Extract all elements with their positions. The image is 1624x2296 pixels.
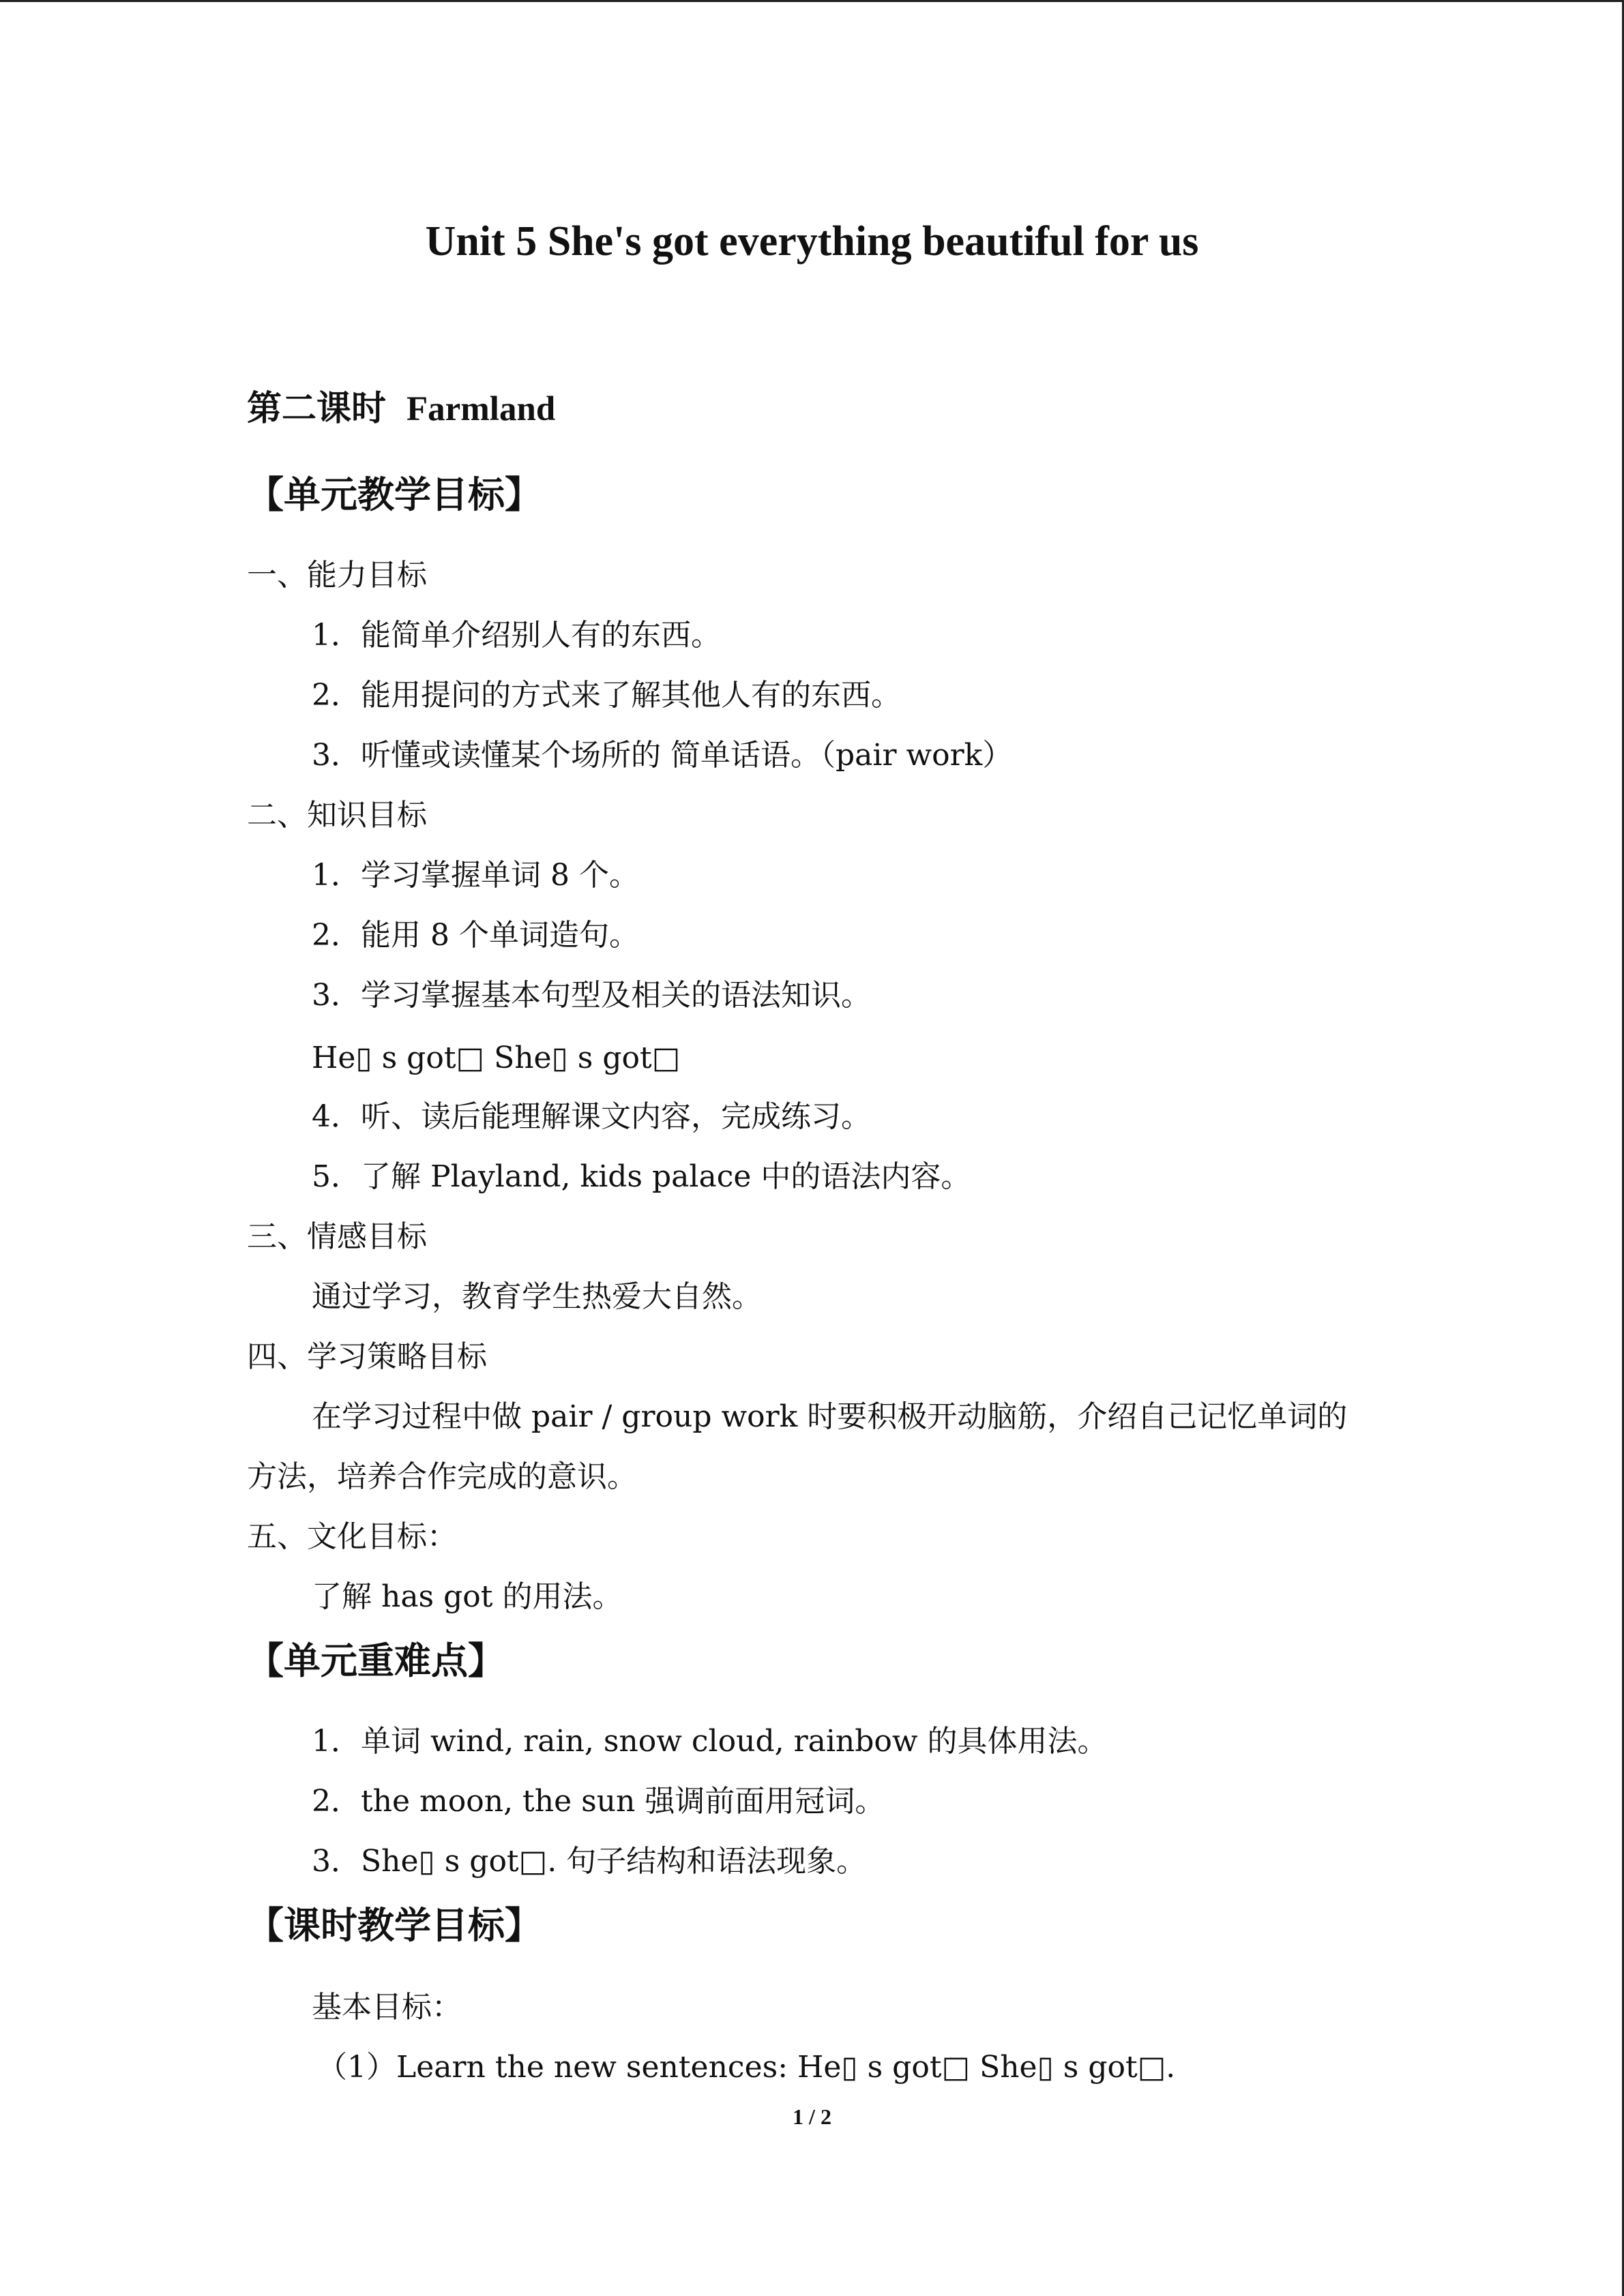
knowledge-item: 3．学习掌握基本句型及相关的语法知识。	[312, 978, 871, 1013]
key-points-heading: 【单元重难点】	[247, 1639, 505, 1682]
strategy-text: 在学习过程中做 pair / group work 时要积极开动脑筋，介绍自己记忆单词的	[312, 1399, 1348, 1434]
basic-goals-label: 基本目标：	[312, 1990, 462, 2025]
lesson-heading	[247, 385, 555, 432]
emotion-text: 通过学习，教育学生热爱大自然。	[312, 1279, 762, 1314]
key-point-item: 3．She▯ s got□. 句子结构和语法现象。	[312, 1844, 867, 1879]
top-border	[0, 0, 1624, 2]
ability-item: 3．听懂或读懂某个场所的 简单话语。（pair work）	[312, 738, 1013, 773]
knowledge-item: 2．能用 8 个单词造句。	[312, 918, 639, 953]
ability-heading: 一、能力目标	[247, 558, 427, 593]
page-number: 1 / 2	[793, 2104, 831, 2129]
strategy-heading: 四、学习策略目标	[247, 1339, 487, 1374]
ability-item: 2．能用提问的方式来了解其他人有的东西。	[312, 678, 901, 713]
knowledge-item: 4．听、读后能理解课文内容，完成练习。	[312, 1099, 871, 1134]
strategy-text-continued: 方法，培养合作完成的意识。	[247, 1459, 637, 1494]
knowledge-item: 5．了解 Playland, kids palace 中的语法内容。	[312, 1159, 971, 1194]
knowledge-item: 1．学习掌握单词 8 个。	[312, 858, 639, 893]
lesson-name: Farmland	[407, 390, 556, 428]
emotion-heading: 三、情感目标	[247, 1219, 427, 1254]
culture-text: 了解 has got 的用法。	[312, 1579, 623, 1614]
lesson-goals-heading: 【课时教学目标】	[247, 1903, 542, 1947]
unit-goals-heading: 【单元教学目标】	[247, 473, 542, 516]
culture-heading: 五、文化目标：	[247, 1519, 457, 1554]
key-point-item: 1．单词 wind, rain, snow cloud, rainbow 的具体用法。	[312, 1724, 1108, 1759]
key-point-item: 2．the moon, the sun 强调前面用冠词。	[312, 1784, 885, 1819]
basic-goal-item: （1）Learn the new sentences: He▯ s got□ She▯ s got□.	[317, 2050, 1176, 2085]
sentence-pattern: He▯ s got□ She▯ s got□	[312, 1041, 681, 1075]
ability-item: 1．能简单介绍别人有的东西。	[312, 618, 721, 653]
page-title: Unit 5 She's got everything beautiful for us	[425, 218, 1199, 265]
lesson-label: 第二课时	[247, 388, 387, 429]
knowledge-heading: 二、知识目标	[247, 798, 427, 833]
